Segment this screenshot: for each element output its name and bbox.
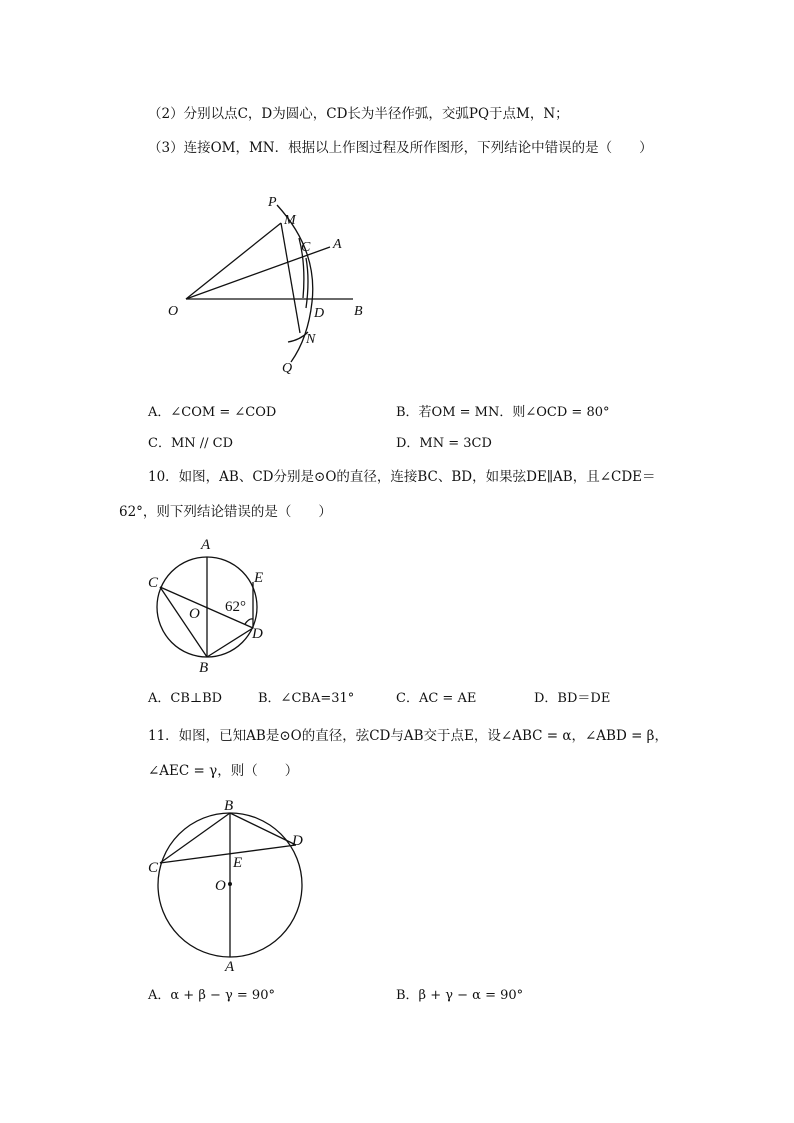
label-d: D xyxy=(314,306,325,321)
q10-stem-line2: 62°，则下列结论错误的是（ ） xyxy=(119,504,332,520)
label-q: Q xyxy=(282,361,293,376)
chord-bd xyxy=(230,813,296,845)
q9-option-c: C．MN // CD xyxy=(148,436,234,451)
label-d: D xyxy=(292,833,303,849)
label-e: E xyxy=(233,855,243,871)
q10-option-a: A．CB⊥BD xyxy=(148,691,223,706)
label-n: N xyxy=(306,332,316,347)
chord-bd xyxy=(207,628,253,657)
label-c: C xyxy=(148,575,159,591)
q9-option-b: B．若OM = MN．则∠OCD = 80° xyxy=(396,405,610,420)
q9-option-d: D．MN = 3CD xyxy=(396,436,492,451)
q11-option-b: B．β + γ − α = 90° xyxy=(396,988,524,1003)
q10-option-b: B．∠CBA=31° xyxy=(258,691,355,706)
label-angle: 62° xyxy=(225,599,246,615)
label-o: O xyxy=(189,606,200,622)
label-e: E xyxy=(254,570,264,586)
q10-figure xyxy=(145,530,285,680)
q10-stem-line1: 10．如图，AB、CD分别是⊙O的直径，连接BC、BD，如果弦DE∥AB，且∠CDE＝ xyxy=(148,469,656,485)
label-c: C xyxy=(148,860,159,876)
q9-step2: （2）分别以点C，D为圆心，CD长为半径作弧，交弧PQ于点M，N； xyxy=(148,106,569,122)
q10-option-c: C．AC = AE xyxy=(396,691,477,706)
label-o: O xyxy=(215,878,226,894)
q9-figure xyxy=(160,190,380,380)
angle-mark-d xyxy=(245,619,253,624)
arc-cd-2 xyxy=(306,258,308,308)
label-a: A xyxy=(225,959,235,975)
label-a: A xyxy=(333,237,342,252)
center-dot xyxy=(228,882,232,886)
q11-option-a: A．α + β − γ = 90° xyxy=(148,988,275,1003)
q10-option-d: D．BD＝DE xyxy=(534,691,611,706)
label-a: A xyxy=(201,537,211,553)
label-b: B xyxy=(354,304,363,319)
q11-stem-line2: ∠AEC = γ，则（ ） xyxy=(148,763,299,779)
q9-option-a: A．∠COM = ∠COD xyxy=(148,405,277,420)
label-m: M xyxy=(284,213,296,228)
label-c: C xyxy=(301,240,311,255)
label-b: B xyxy=(224,798,234,814)
label-o: O xyxy=(168,304,179,319)
q11-figure xyxy=(145,795,315,975)
ray-om xyxy=(186,223,281,299)
q9-step3: （3）连接OM，MN．根据以上作图过程及所作图形，下列结论中错误的是（ ） xyxy=(148,140,653,156)
label-b: B xyxy=(199,660,209,676)
label-d: D xyxy=(252,626,263,642)
q11-stem-line1: 11．如图，已知AB是⊙O的直径，弦CD与AB交于点E，设∠ABC = α，∠ABD = β， xyxy=(148,728,668,744)
label-p: P xyxy=(268,195,277,210)
chord-mn xyxy=(281,223,300,333)
